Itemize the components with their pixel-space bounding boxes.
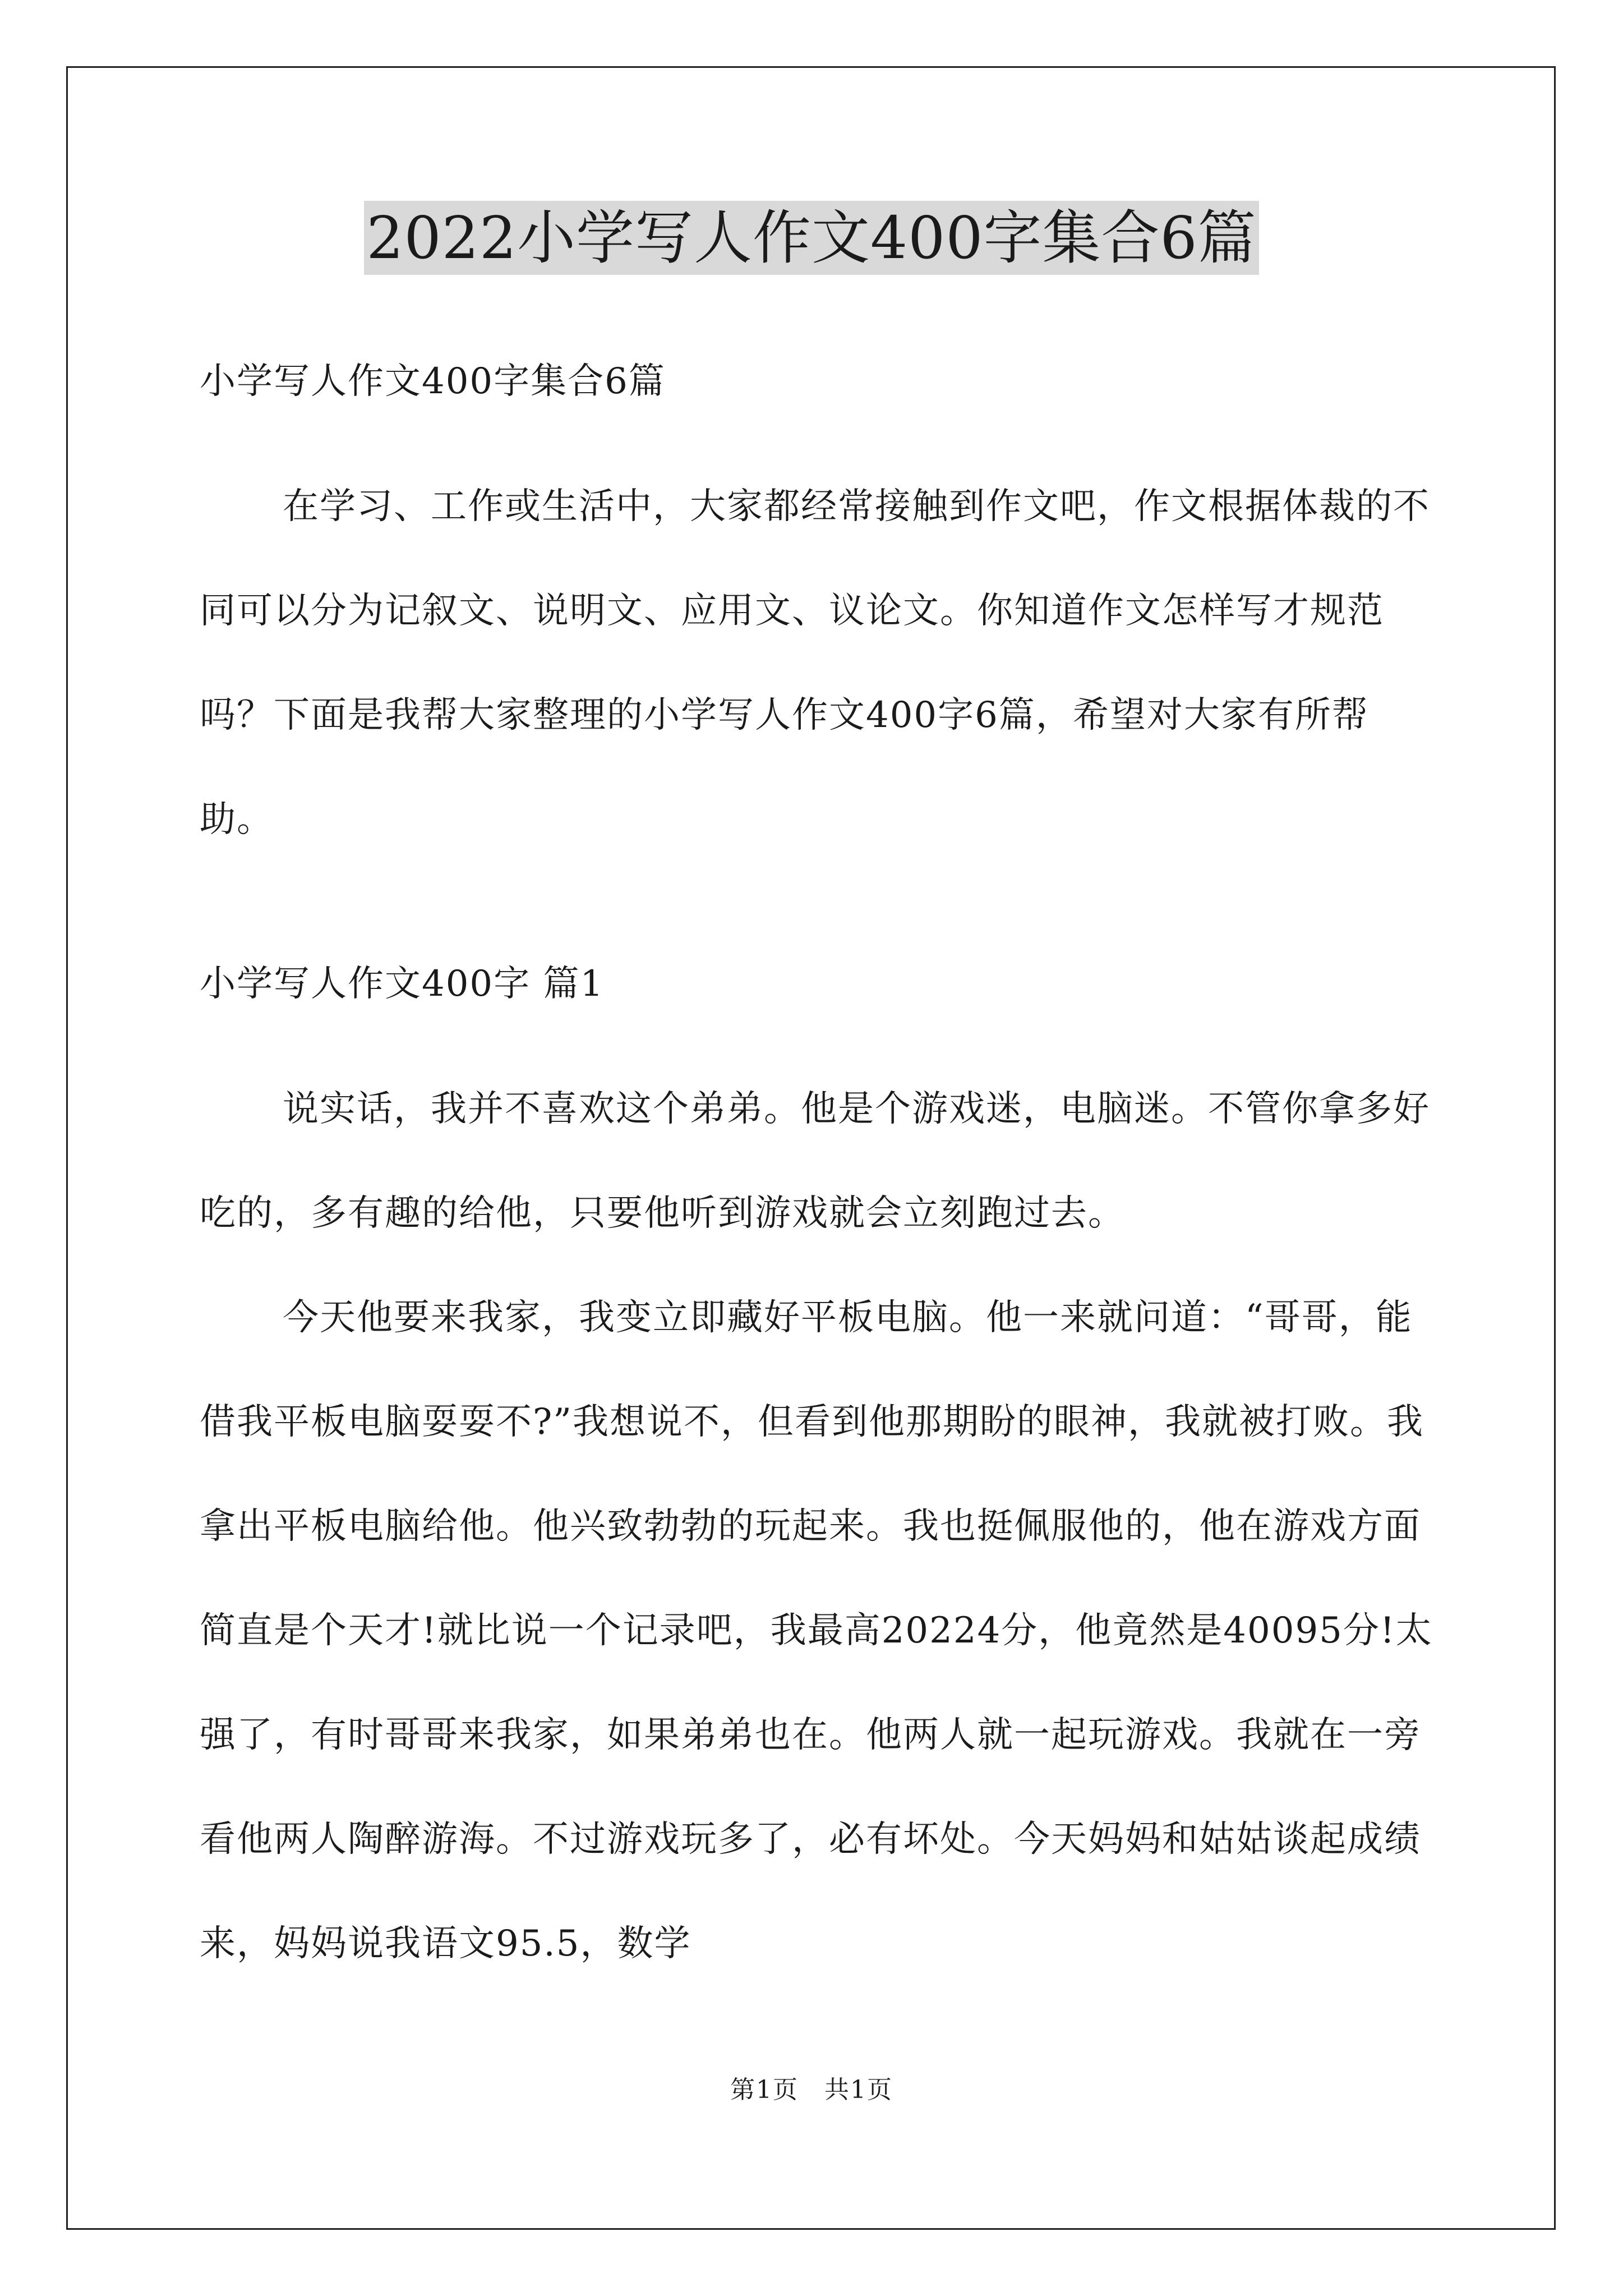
document-body: [200, 348, 1433, 1996]
intro-paragraph: 在学习、工作或生活中，大家都经常接触到作文吧，作文根据体裁的不同可以分为记叙文、说明文、应用文、议论文。你知道作文怎样写才规范吗？下面是我帮大家整理的小学写人作文400字6篇，希望对大家有所帮助。: [200, 486, 1430, 840]
spacer: [200, 872, 1433, 950]
spacer: [200, 415, 1433, 454]
section-paragraph-1: 说实话，我并不喜欢这个弟弟。他是个游戏迷，电脑迷。不管你拿多好吃的，多有趣的给他，只要他听到游戏就会立刻跑过去。: [200, 1088, 1430, 1234]
section-paragraph-2: 今天他要来我家，我变立即藏好平板电脑。他一来就问道：“哥哥，能借我平板电脑耍耍不?”我想说不，但看到他那期盼的眼神，我就被打败。我拿出平板电脑给他。他兴致勃勃的玩起来。我也挺佩服他的，他在游戏方面简直是个天才!就比说一个记录吧，我最高20224分，他竟然是40095分!太强了，有时哥哥来我家，如果弟弟也在。他两人就一起玩游戏。我就在一旁看他两人陶醉游海。不过游戏玩多了，必有坏处。今天妈妈和姑姑谈起成绩来，妈妈说我语文95.5，数学: [200, 1297, 1433, 1964]
section-heading: 小学写人作文400字 篇1: [200, 963, 605, 1005]
page-footer: 第1页 共1页: [730, 2076, 893, 2104]
spacer: [200, 1018, 1433, 1057]
title-container: [0, 201, 1623, 275]
document-title: 2022小学写人作文400字集合6篇: [364, 201, 1258, 275]
document-subtitle: 小学写人作文400字集合6篇: [200, 361, 666, 402]
